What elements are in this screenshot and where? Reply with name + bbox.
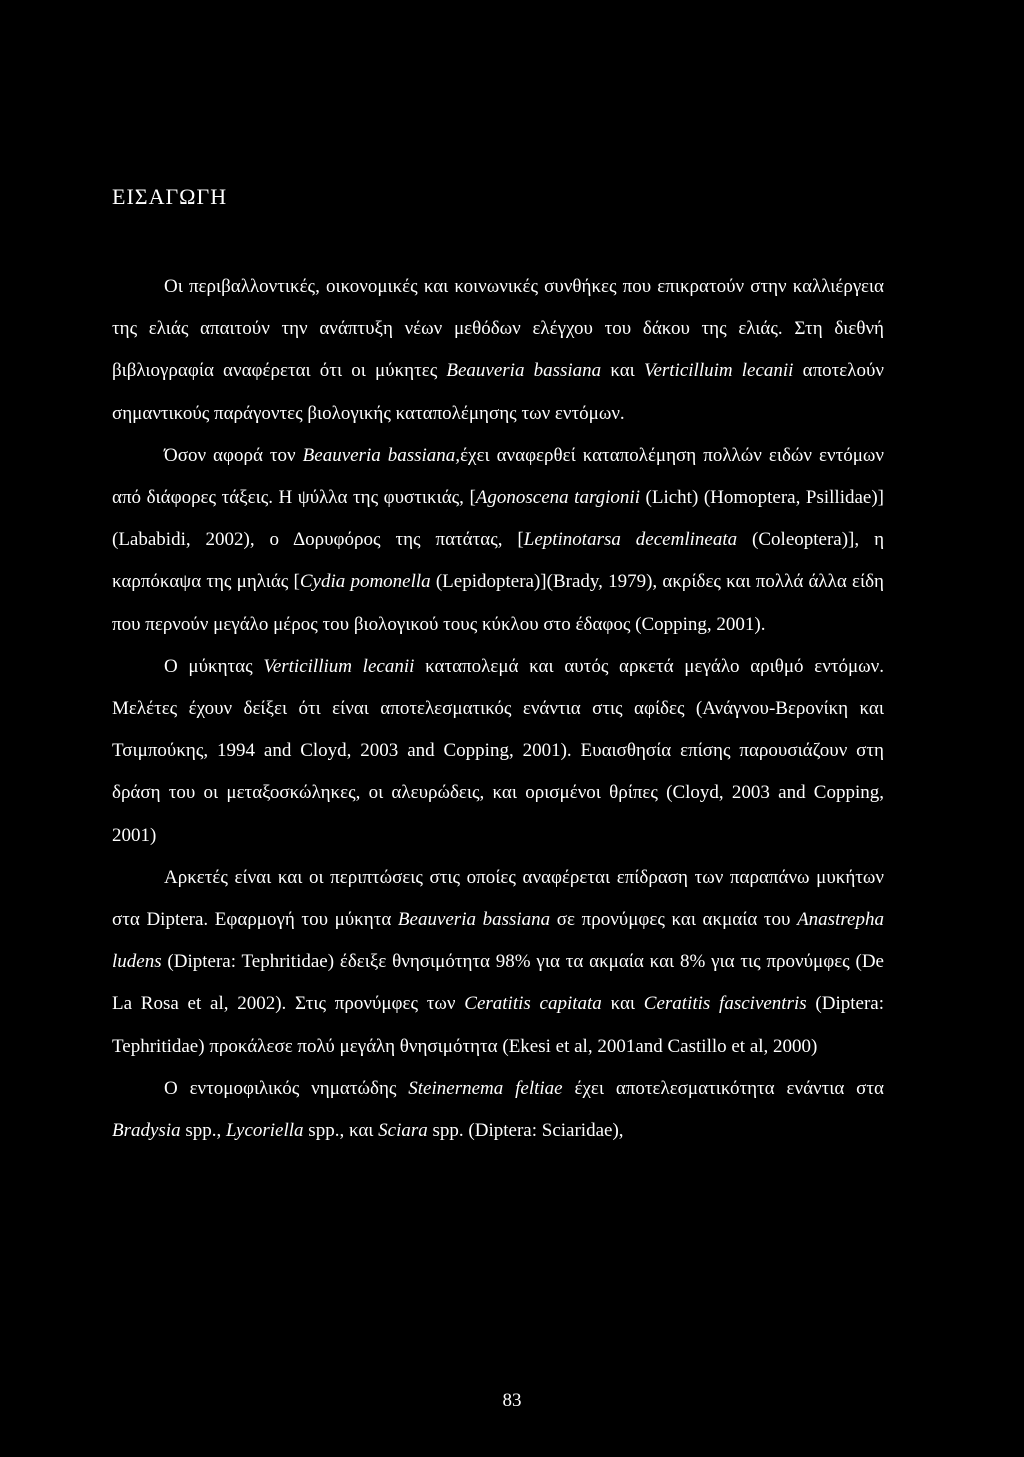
species-name: Verticilluim lecanii <box>643 360 794 382</box>
species-name: Leptinotarsa decemlineata <box>523 529 738 551</box>
body-text <box>112 266 884 1152</box>
paragraph-5: Ο εντομοφιλικός νηματώδης Steinernema feltiae έχει αποτελεσματικότητα ενάντια στα Bradysia spp., Lycoriella spp., και Sciara spp. (Diptera: Sciaridae), <box>112 1077 885 1142</box>
species-name: Cydia pomonella <box>299 571 431 593</box>
species-name: Ceratitis fasciventris <box>643 993 807 1015</box>
species-name: Sciara <box>378 1120 428 1142</box>
section-heading: ΕΙΣΑΓΩΓΗ <box>112 184 228 209</box>
species-name: Beauveria bassiana <box>397 909 551 931</box>
species-name: Lycoriella <box>226 1120 304 1142</box>
species-name: Beauveria bassiana <box>446 360 602 382</box>
species-name: Bradysia <box>112 1120 181 1142</box>
species-name: Beauveria bassiana, <box>302 444 461 466</box>
paragraph-4: Αρκετές είναι και οι περιπτώσεις στις οποίες αναφέρεται επίδραση των παραπάνω μυκήτων στα Diptera. Εφαρμογή του μύκητα Beauveria bassiana σε προνύμφες και ακμαία του Anastrepha ludens (Diptera: Tephritidae) έδειξε θνησιμότητα 98% για τα ακμαία και 8% για τις προνύμφες (De La Rosa et al, 2002). Στις προνύμφες των Ceratitis capitata και Ceratitis fasciventris (Diptera: Tephritidae) προκάλεσε πολύ μεγάλη θνησιμότητα (Ekesi et al, 2001and Castillo et al, 2000) <box>112 866 885 1057</box>
paragraph-2: Όσον αφορά τον Beauveria bassiana,έχει αναφερθεί καταπολέμηση πολλών ειδών εντόμων από διάφορες τάξεις. Η ψύλλα της φυστικιάς, [Agonoscena targionii (Licht) (Homoptera, Psillidae)](Lababidi, 2002), ο Δορυφόρος της πατάτας, [Leptinotarsa decemlineata (Coleoptera)], η καρπόκαψα της μηλιάς [Cydia pomonella (Lepidoptera)](Brady, 1979), ακρίδες και πολλά άλλα είδη που περνούν μεγάλο μέρος του βιολογικού τους κύκλου στο έδαφος (Copping, 2001). <box>112 444 885 635</box>
species-name: Anastrepha ludens <box>112 909 884 973</box>
page-number: 83 <box>502 1390 522 1411</box>
paragraph-3: Ο μύκητας Verticillium lecanii καταπολεμά και αυτός αρκετά μεγάλο αριθμό εντόμων. Μελέτες έχουν δείξει ότι είναι αποτελεσματικός ενάντια στις αφίδες (Ανάγνου-Βερονίκη και Τσιμπούκης, 1994 and Cloyd, 2003 and Copping, 2001). Ευαισθησία επίσης παρουσιάζουν στη δράση του οι μεταξοσκώληκες, οι αλευρώδεις, και ορισμένοι θρίπες (Cloyd, 2003 and Copping, 2001) <box>112 655 884 846</box>
paragraph-1: Οι περιβαλλοντικές, οικονομικές και κοινωνικές συνθήκες που επικρατούν στην καλλιέργεια της ελιάς απαιτούν την ανάπτυξη νέων μεθόδων ελέγχου του δάκου της ελιάς. Στη διεθνή βιβλιογραφία αναφέρεται ότι οι μύκητες Beauveria bassiana και Verticilluim lecanii αποτελούν σημαντικούς παράγοντες βιολογικής καταπολέμησης των εντόμων. <box>112 276 884 424</box>
species-name: Steinernema feltiae <box>408 1077 563 1099</box>
species-name: Agonoscena targionii <box>475 487 640 509</box>
species-name: Verticillium lecanii <box>263 655 415 677</box>
species-name: Ceratitis capitata <box>464 993 602 1015</box>
